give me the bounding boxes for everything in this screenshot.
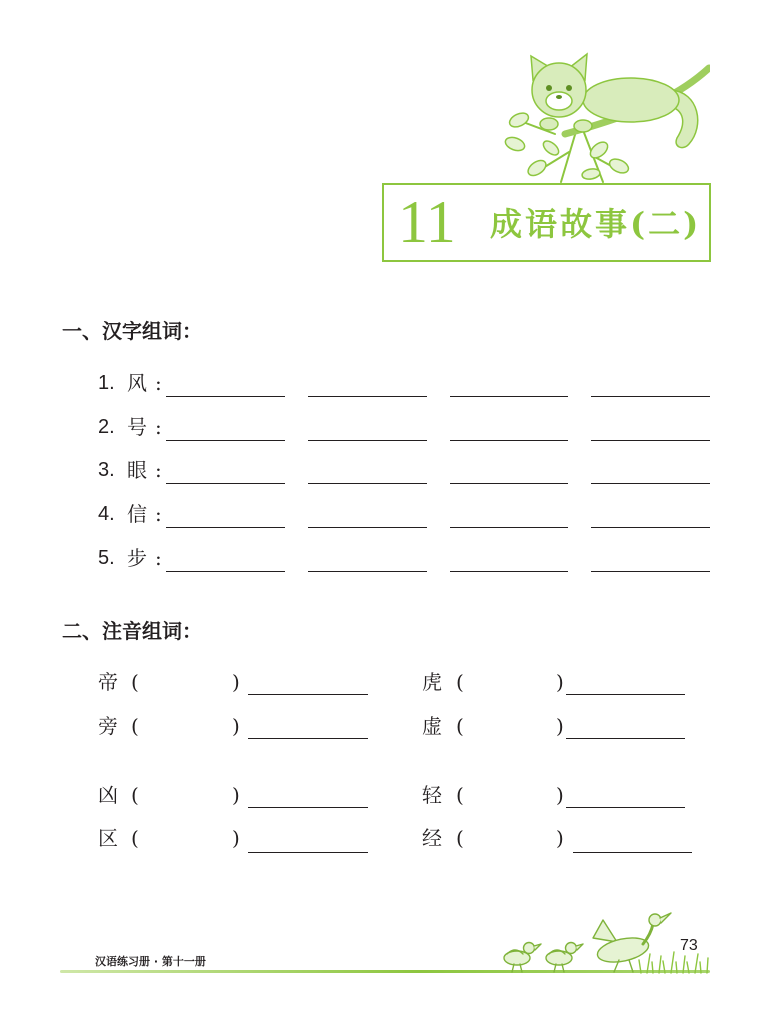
paren-open: (: [456, 714, 464, 738]
red-panda: [531, 54, 698, 148]
leaf: [504, 135, 527, 153]
leaf: [525, 157, 548, 178]
panda-paw: [574, 120, 592, 132]
book-title: 汉语练习册 · 第十一册: [95, 955, 206, 968]
colon: :: [155, 415, 162, 439]
answer-blank: [248, 852, 368, 853]
page-number: 73: [680, 937, 698, 954]
bird-head: [566, 943, 577, 954]
target-character: 轻: [422, 783, 442, 807]
paren-close: ): [232, 670, 240, 694]
leaf: [541, 138, 561, 157]
bird-beak: [534, 944, 541, 950]
paren-close: ): [232, 783, 240, 807]
section2-heading: 二、注音组词：: [62, 619, 202, 643]
answer-blank: [450, 571, 568, 572]
answer-blank: [166, 440, 285, 441]
red-panda-illustration: [503, 52, 710, 183]
panda-paw: [540, 118, 558, 130]
panda-nose: [556, 95, 562, 99]
panda-eye: [546, 85, 552, 91]
large-bird: [593, 913, 671, 972]
bird-head: [649, 914, 661, 926]
paren-open: (: [456, 670, 464, 694]
colon: :: [155, 458, 162, 482]
answer-blank: [308, 571, 427, 572]
leaf: [507, 110, 530, 129]
leaf: [607, 156, 630, 175]
target-character: 区: [98, 826, 118, 850]
bird-beak: [660, 913, 671, 923]
panda-body: [583, 78, 679, 122]
pinyin-row: [0, 782, 768, 810]
answer-blank: [248, 807, 368, 808]
answer-blank: [591, 483, 710, 484]
answer-blank: [566, 694, 685, 695]
answer-blank: [248, 694, 368, 695]
word-row: [0, 414, 768, 442]
paren-open: (: [131, 714, 139, 738]
answer-blank: [450, 527, 568, 528]
colon: :: [155, 502, 162, 526]
paren-close: ): [556, 826, 564, 850]
target-character: 风: [127, 371, 147, 395]
item-number: 4.: [98, 503, 115, 525]
word-row: [0, 370, 768, 398]
paren-close: ): [556, 714, 564, 738]
small-bird: [504, 943, 541, 973]
small-bird: [546, 943, 583, 973]
target-character: 经: [422, 826, 442, 850]
answer-blank: [166, 571, 285, 572]
answer-blank: [566, 807, 685, 808]
leaf: [587, 139, 610, 161]
panda-eye: [566, 85, 572, 91]
pinyin-row: [0, 669, 768, 697]
answer-blank: [308, 396, 427, 397]
answer-blank: [573, 852, 692, 853]
birds-illustration: [495, 906, 710, 976]
answer-blank: [166, 527, 285, 528]
answer-blank: [566, 738, 685, 739]
item-number: 2.: [98, 416, 115, 438]
item-number: 1.: [98, 372, 115, 394]
target-character: 旁: [98, 714, 118, 738]
answer-blank: [450, 396, 568, 397]
panda-muzzle: [546, 92, 572, 110]
paren-close: ): [556, 783, 564, 807]
item-number: 5.: [98, 547, 115, 569]
target-character: 步: [127, 546, 147, 570]
paren-open: (: [456, 783, 464, 807]
answer-blank: [591, 440, 710, 441]
section1-heading: 一、汉字组词：: [62, 319, 202, 343]
answer-blank: [591, 571, 710, 572]
answer-blank: [308, 440, 427, 441]
pinyin-row: [0, 713, 768, 741]
bird-beak: [576, 944, 583, 950]
answer-blank: [450, 440, 568, 441]
answer-blank: [591, 396, 710, 397]
paren-close: ): [232, 714, 240, 738]
answer-blank: [166, 483, 285, 484]
paren-open: (: [131, 826, 139, 850]
answer-blank: [308, 527, 427, 528]
answer-blank: [308, 483, 427, 484]
bird-wing: [593, 920, 617, 942]
answer-blank: [450, 483, 568, 484]
answer-blank: [591, 527, 710, 528]
word-row: [0, 501, 768, 529]
answer-blank: [166, 396, 285, 397]
lesson-number: 11: [398, 189, 456, 255]
paren-open: (: [131, 783, 139, 807]
paren-open: (: [131, 670, 139, 694]
target-character: 虚: [422, 714, 442, 738]
colon: :: [155, 546, 162, 570]
word-row: [0, 457, 768, 485]
paren-close: ): [556, 670, 564, 694]
colon: :: [155, 371, 162, 395]
target-character: 号: [127, 415, 147, 439]
lesson-title-box: [382, 183, 711, 262]
target-character: 眼: [127, 458, 147, 482]
target-character: 信: [127, 502, 147, 526]
target-character: 凶: [98, 783, 118, 807]
leaf: [581, 168, 600, 181]
bird-neck: [643, 924, 653, 944]
lesson-title: 成语故事(二): [490, 205, 702, 243]
paren-open: (: [456, 826, 464, 850]
paren-close: ): [232, 826, 240, 850]
answer-blank: [248, 738, 368, 739]
bird-head: [524, 943, 535, 954]
target-character: 帝: [98, 670, 118, 694]
target-character: 虎: [422, 670, 442, 694]
word-row: [0, 545, 768, 573]
pinyin-row: [0, 825, 768, 853]
item-number: 3.: [98, 459, 115, 481]
